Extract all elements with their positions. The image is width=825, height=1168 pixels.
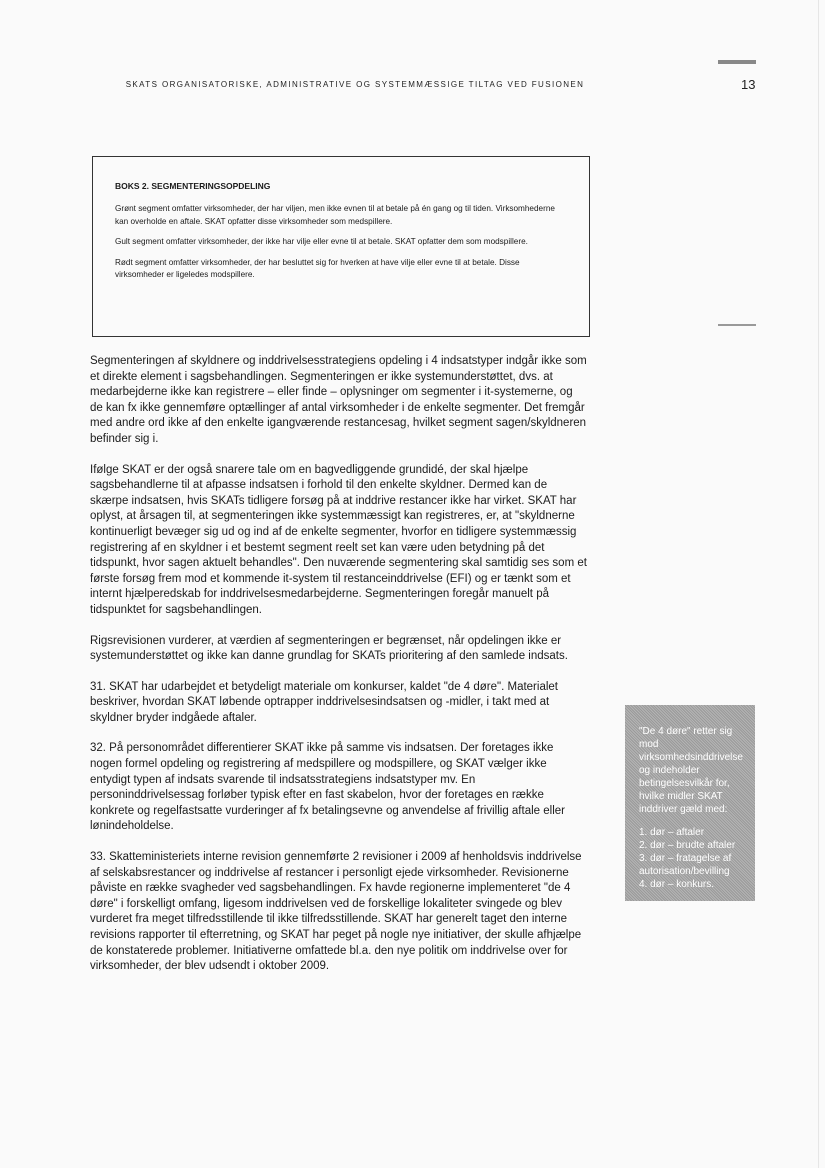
box-paragraph-green: Grønt segment omfatter virksomheder, der har viljen, men ikke evnen til at betale på én gang og til tiden. Virksomhederne kan overholde en aftale. SKAT opfatter disse virksomheder som medspillere. bbox=[115, 204, 555, 226]
margin-note-item: 2. dør – brudte aftaler bbox=[639, 840, 736, 851]
box-paragraph-red: Rødt segment omfatter virksomheder, der har besluttet sig for hverken at have vilje eller evne til at betale. Disse virksomheder er ligeledes modspillere. bbox=[115, 257, 520, 279]
box-title: BOKS 2. SEGMENTERINGSOPDELING bbox=[115, 181, 271, 191]
body-paragraph: 32. På personområdet differentierer SKAT ikke på samme vis indsatsen. Der foretages ikke nogen formel opdeling og registrering af medspillere og modspillere, og SKAT vælger ikke entydigt typen af indsats svarende til indsatsstrategiens indsatstyper mv. En personinddrivelsessag forløber typisk efter en fast skabelon, hvor der foretages en række konkrete og regelfastsatte vurderinger af fx betalingsevne og anvendelse af frivillig aftale eller lønindeholdelse. bbox=[90, 742, 565, 833]
margin-note-item: 4. dør – konkurs. bbox=[639, 879, 715, 890]
margin-note-item: 3. dør – fratagelse af autorisation/bevilling bbox=[639, 853, 732, 877]
scan-mark-middle bbox=[718, 324, 756, 326]
box-paragraph-yellow: Gult segment omfatter virksomheder, der ikke har vilje eller evne til at betale. SKAT opfatter dem som modspillere. bbox=[115, 237, 528, 246]
body-paragraph: 31. SKAT har udarbejdet et betydeligt materiale om konkurser, kaldet "de 4 døre". Materialet beskriver, hvordan SKAT løbende optrapper inddrivelsesindsatsen og -midler, i takt med at skyldner bryder indgåede aftaler. bbox=[90, 680, 558, 724]
margin-note-intro: "De 4 døre" retter sig mod virksomhedsinddrivelse og indeholder betingelsesvilkår for, hvilke midler SKAT inddriver gæld med: bbox=[639, 726, 743, 815]
body-text bbox=[90, 354, 588, 990]
body-paragraph: Segmenteringen af skyldnere og inddrivelsesstrategiens opdeling i 4 indsatstyper indgår ikke som et direkte element i sagsbehandlingen. Segmenteringen er ikke systemunderstøttet, dvs. at medarbejderne ikke kan registrere – eller finde – oplysninger om segmenter i it-systemerne, og de kan fx ikke gennemføre optællinger af antal virksomheder i de enkelte segmenter. Det fremgår med andre ord ikke af den enkelte igangværende restancesag, hvilket segment sagen/skyldneren befinder sig i. bbox=[90, 355, 587, 445]
page-edge bbox=[818, 0, 819, 1168]
margin-note-item: 1. dør – aftaler bbox=[639, 827, 705, 838]
body-paragraph: Rigsrevisionen vurderer, at værdien af segmenteringen er begrænset, når opdelingen ikke er systemunderstøttet og ikke kan danne grundlag for SKATs prioritering af den samlede indsats. bbox=[90, 634, 568, 663]
body-paragraph: Ifølge SKAT er der også snarere tale om en bagvedliggende grundidé, der skal hjælpe sagsbehandlerne til at afpasse indsatsen i forhold til den enkelte skyldner. Dermed kan de skærpe indsatsen, hvis SKATs tidligere forsøg på at inddrive restancer ikke har virket. SKAT har oplyst, at årsagen til, at segmenteringen ikke systemmæssigt kan registreres, er, at "skyldnerne kontinuerligt bevæger sig ud og ind af de enkelte segmenter, hvorfor en tidligere systemmæssig registrering af en skyldner i et bestemt segment reelt set kan være uden betydning på det tidspunkt, hvor sagen aktuelt behandles". Den nuværende segmentering skal samtidig ses som et første forsøg frem mod et kommende it-system til restanceinddrivelse (EFI) og er tænkt som et internt hjælperedskab for inddrivelsesmedarbejderne. Segmenteringen foregår manuelt på tidspunktet for sagsbehandlingen. bbox=[90, 463, 587, 616]
margin-note bbox=[625, 705, 755, 901]
running-header: SKATS ORGANISATORISKE, ADMINISTRATIVE OG SYSTEMMÆSSIGE TILTAG VED FUSIONEN bbox=[125, 80, 585, 89]
page-number: 13 bbox=[741, 77, 756, 92]
body-paragraph: 33. Skatteministeriets interne revision gennemførte 2 revisioner i 2009 af henholdsvis inddrivelse af selskabsrestancer og inddrivelse af restancer i personligt ejede virksomheder. Revisionerne påviste en række svagheder ved sagsbehandlingen. Fx havde regionerne implementeret "de 4 døre" i forskelligt omfang, ligesom inddrivelsen ved de forskellige lokaliteter svingede og blev vurderet fra meget tilfredsstillende til ikke tilfredsstillende. SKAT har generelt taget den interne revisions rapporter til efterretning, og SKAT har peget på nogle nye initiativer, der skulle afhjælpe de konstaterede problemer. Initiativerne omfattede bl.a. den nye politik om inddrivelse over for virksomheder, der blev udsendt i oktober 2009. bbox=[90, 851, 582, 973]
info-box bbox=[92, 156, 590, 337]
scan-mark-top bbox=[718, 60, 756, 64]
